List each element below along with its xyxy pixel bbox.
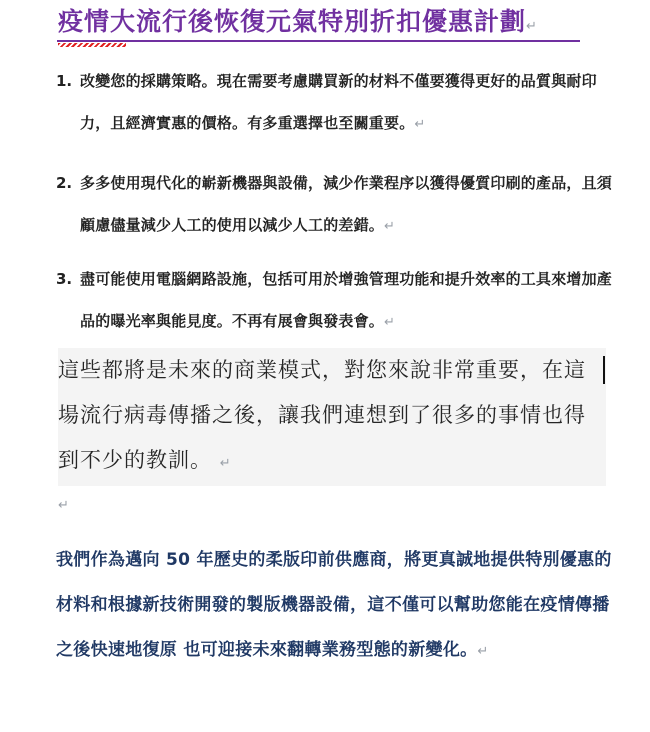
paragraph-mark-icon: ↵	[526, 19, 538, 34]
body-paragraph[interactable]	[58, 348, 606, 486]
list-item-text: 盡可能使用電腦網路設施，包括可用於增強管理功能和提升效率的工具來增加產品的曝光率與能見度。不再有展會與發表會。	[80, 270, 613, 330]
list-number: 3.	[56, 270, 73, 288]
list-item	[56, 162, 616, 248]
paragraph-mark-icon: ↵	[219, 456, 232, 471]
document-title	[58, 2, 538, 38]
spellcheck-squiggle	[58, 43, 126, 47]
paragraph-mark-icon: ↵	[384, 219, 396, 234]
list-number: 2.	[56, 174, 73, 192]
blue-paragraph-text: 我們作為邁向 50 年歷史的柔版印前供應商，將更真誠地提供特別優惠的材料和根據新技術開發的製版機器設備，這不僅可以幫助您能在疫情傳播之後快速地復原 也可迎接未來翻轉業務型態的新變化。	[56, 550, 612, 660]
list-item-text: 多多使用現代化的嶄新機器與設備，減少作業程序以獲得優質印刷的產品，且須顧慮儘量減少人工的使用以減少人工的差錯。	[80, 174, 613, 234]
list-item	[56, 258, 616, 344]
paragraph-text: 這些都將是未來的商業模式，對您來說非常重要，在這場流行病毒傳播之後，讓我們連想到了很多的事情也得到不少的教訓。	[58, 358, 586, 472]
empty-paragraph-mark-icon: ↵	[58, 498, 69, 513]
title-text: 疫情大流行後恢復元氣特別折扣優惠計劃	[58, 7, 527, 36]
paragraph-mark-icon: ↵	[414, 117, 426, 132]
list-item-text: 改變您的採購策略。現在需要考慮購買新的材料不僅要獲得更好的品質與耐印力，且經濟實惠的價格。有多重選擇也至關重要。	[80, 72, 597, 132]
paragraph-mark-icon: ↵	[477, 644, 489, 659]
highlighted-paragraph	[56, 538, 616, 674]
list-number: 1.	[56, 72, 73, 90]
title-underline	[57, 40, 580, 42]
text-cursor	[603, 356, 605, 384]
paragraph-mark-icon: ↵	[384, 315, 396, 330]
list-item	[56, 60, 616, 146]
